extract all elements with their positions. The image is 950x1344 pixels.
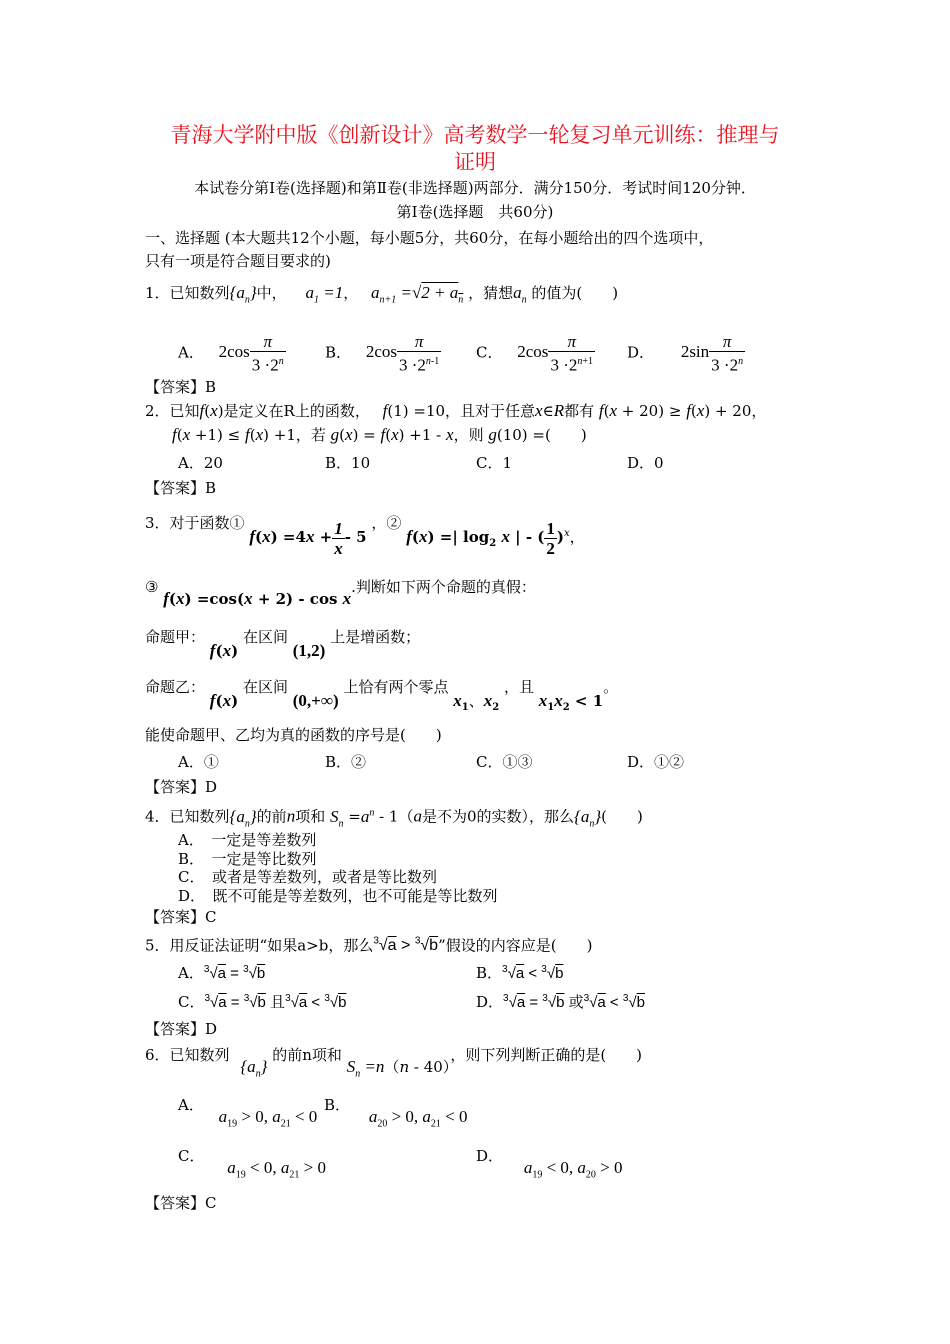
question-3-option-b: B．② — [325, 753, 367, 771]
question-1-stem: 1．已知数列$\{a_n\}$中， $a_1 =1$， $a_{n+1} =√2 + a_n$ ，猜想$a_n$ 的值为( ) — [145, 283, 619, 306]
question-1-option-d: D． 2sin $\frac{\pi}{3 \cdot 2^n}$ — [627, 332, 744, 375]
question-4-option-c: C． 或者是等差数列，或者是等比数列 — [178, 868, 437, 886]
document-title-line-2: 证明 — [454, 150, 496, 174]
question-6-answer: 【答案】C — [145, 1194, 217, 1212]
section-instructions-2: 只有一项是符合题目要求的) — [145, 252, 331, 270]
question-3-stem-2: ③ f(x) =cos(x + 2) - cos x.判断如下两个命题的真假： — [145, 578, 536, 608]
question-5-option-d: D．$^3$√a = $^3$√b 或$^3$√a < $^3$√b — [476, 993, 645, 1011]
question-2-option-c: C．1 — [476, 454, 513, 472]
question-2-stem-1: 2．已知f(x)是定义在R上的函数， f(1) =10，且对于任意x∈R都有 f(x + 20) ≥ f(x) + 20， — [145, 401, 767, 420]
question-3-option-d: D．①② — [627, 753, 685, 771]
question-6-stem: 6．已知数列 $\{a_n\}$ 的前n项和 $S_n =n(n - 40)$，则下列判断正确的是( ) — [145, 1046, 643, 1080]
question-4-option-a: A． 一定是等差数列 — [178, 831, 317, 849]
question-6-option-d: D． $a_{19} < 0$, $a_{20} > 0$ — [476, 1147, 623, 1181]
question-1-answer: 【答案】B — [145, 378, 217, 396]
question-5-option-a: A．$^3$√a = $^3$√b — [178, 964, 266, 982]
question-6-option-a: A． $a_{19} > 0$, $a_{21} < 0$ — [178, 1096, 318, 1130]
question-5-answer: 【答案】D — [145, 1020, 218, 1038]
question-1-option-c: C． 2cos $\frac{\pi}{3 \cdot 2^{n+1}}$ — [476, 332, 593, 375]
question-2-stem-2: f(x +1) ≤ f(x) +1，若 g(x) = f(x) +1 - x，则 g(10) =( ) — [172, 425, 587, 444]
question-3-ask: 能使命题甲、乙均为真的函数的序号是( ) — [145, 726, 442, 744]
question-5-option-b: B．$^3$√a < $^3$√b — [476, 964, 564, 982]
question-4-stem: 4．已知数列$\{a_n\}$的前n项和 $S_n =a^n - 1(a$是不为0的实数），那么$\{a_n\}$( ) — [145, 806, 643, 830]
question-1-option-a: A． 2cos $\frac{\pi}{3 \cdot 2^n}$ — [178, 332, 284, 375]
question-3-answer: 【答案】D — [145, 778, 218, 796]
question-4-answer: 【答案】C — [145, 908, 217, 926]
question-5-stem: 5．用反证法证明“如果a>b，那么$^3$√a > $^3$√b”假设的内容应是( ) — [145, 936, 593, 955]
question-1-option-b: B． 2cos $\frac{\pi}{3 \cdot 2^{n-1}}$ — [325, 332, 440, 375]
document-title-line-1: 青海大学附中版《创新设计》高考数学一轮复习单元训练：推理与 — [170, 123, 780, 147]
question-3-option-a: A．① — [178, 753, 219, 771]
question-5-option-c: C．$^3$√a = $^3$√b 且$^3$√a < $^3$√b — [178, 993, 347, 1011]
question-2-option-a: A．20 — [178, 454, 223, 472]
question-2-answer: 【答案】B — [145, 479, 217, 497]
question-3-proposition-jia: 命题甲： f(x) 在区间 (1,2) 上是增函数； — [145, 628, 421, 660]
section-instructions-1: 一、选择题 (本大题共12个小题，每小题5分，共60分，在每小题给出的四个选项中， — [145, 229, 714, 247]
question-6-option-c: C． $a_{19} < 0$, $a_{21} > 0$ — [178, 1147, 326, 1181]
question-3-proposition-yi: 命题乙： f(x) 在区间 (0,+∞) 上恰有两个零点 $x_1$、$x_2$ ，且 $x_1x_2 < 1$。 — [145, 678, 619, 713]
question-6-option-b: B． $a_{20} > 0$, $a_{21} < 0$ — [324, 1096, 468, 1130]
question-3-option-c: C．①③ — [476, 753, 533, 771]
exam-intro: 本试卷分第Ⅰ卷(选择题)和第Ⅱ卷(非选择题)两部分．满分150分．考试时间120分钟． — [194, 179, 756, 197]
question-4-option-d: D． 既不可能是等差数列，也不可能是等比数列 — [178, 887, 498, 905]
question-2-option-d: D．0 — [627, 454, 664, 472]
part-one-heading: 第Ⅰ卷(选择题 共60分) — [396, 203, 554, 221]
question-3-stem-1: 3．对于函数① f(x) =4x + $\frac{1}{x}$ - 5 ，② f(x) =| $\log_2 x$ | - ( $\frac{1}{2}$ )$^x$， — [145, 514, 585, 558]
question-4-option-b: B． 一定是等比数列 — [178, 850, 317, 868]
question-2-option-b: B．10 — [325, 454, 371, 472]
